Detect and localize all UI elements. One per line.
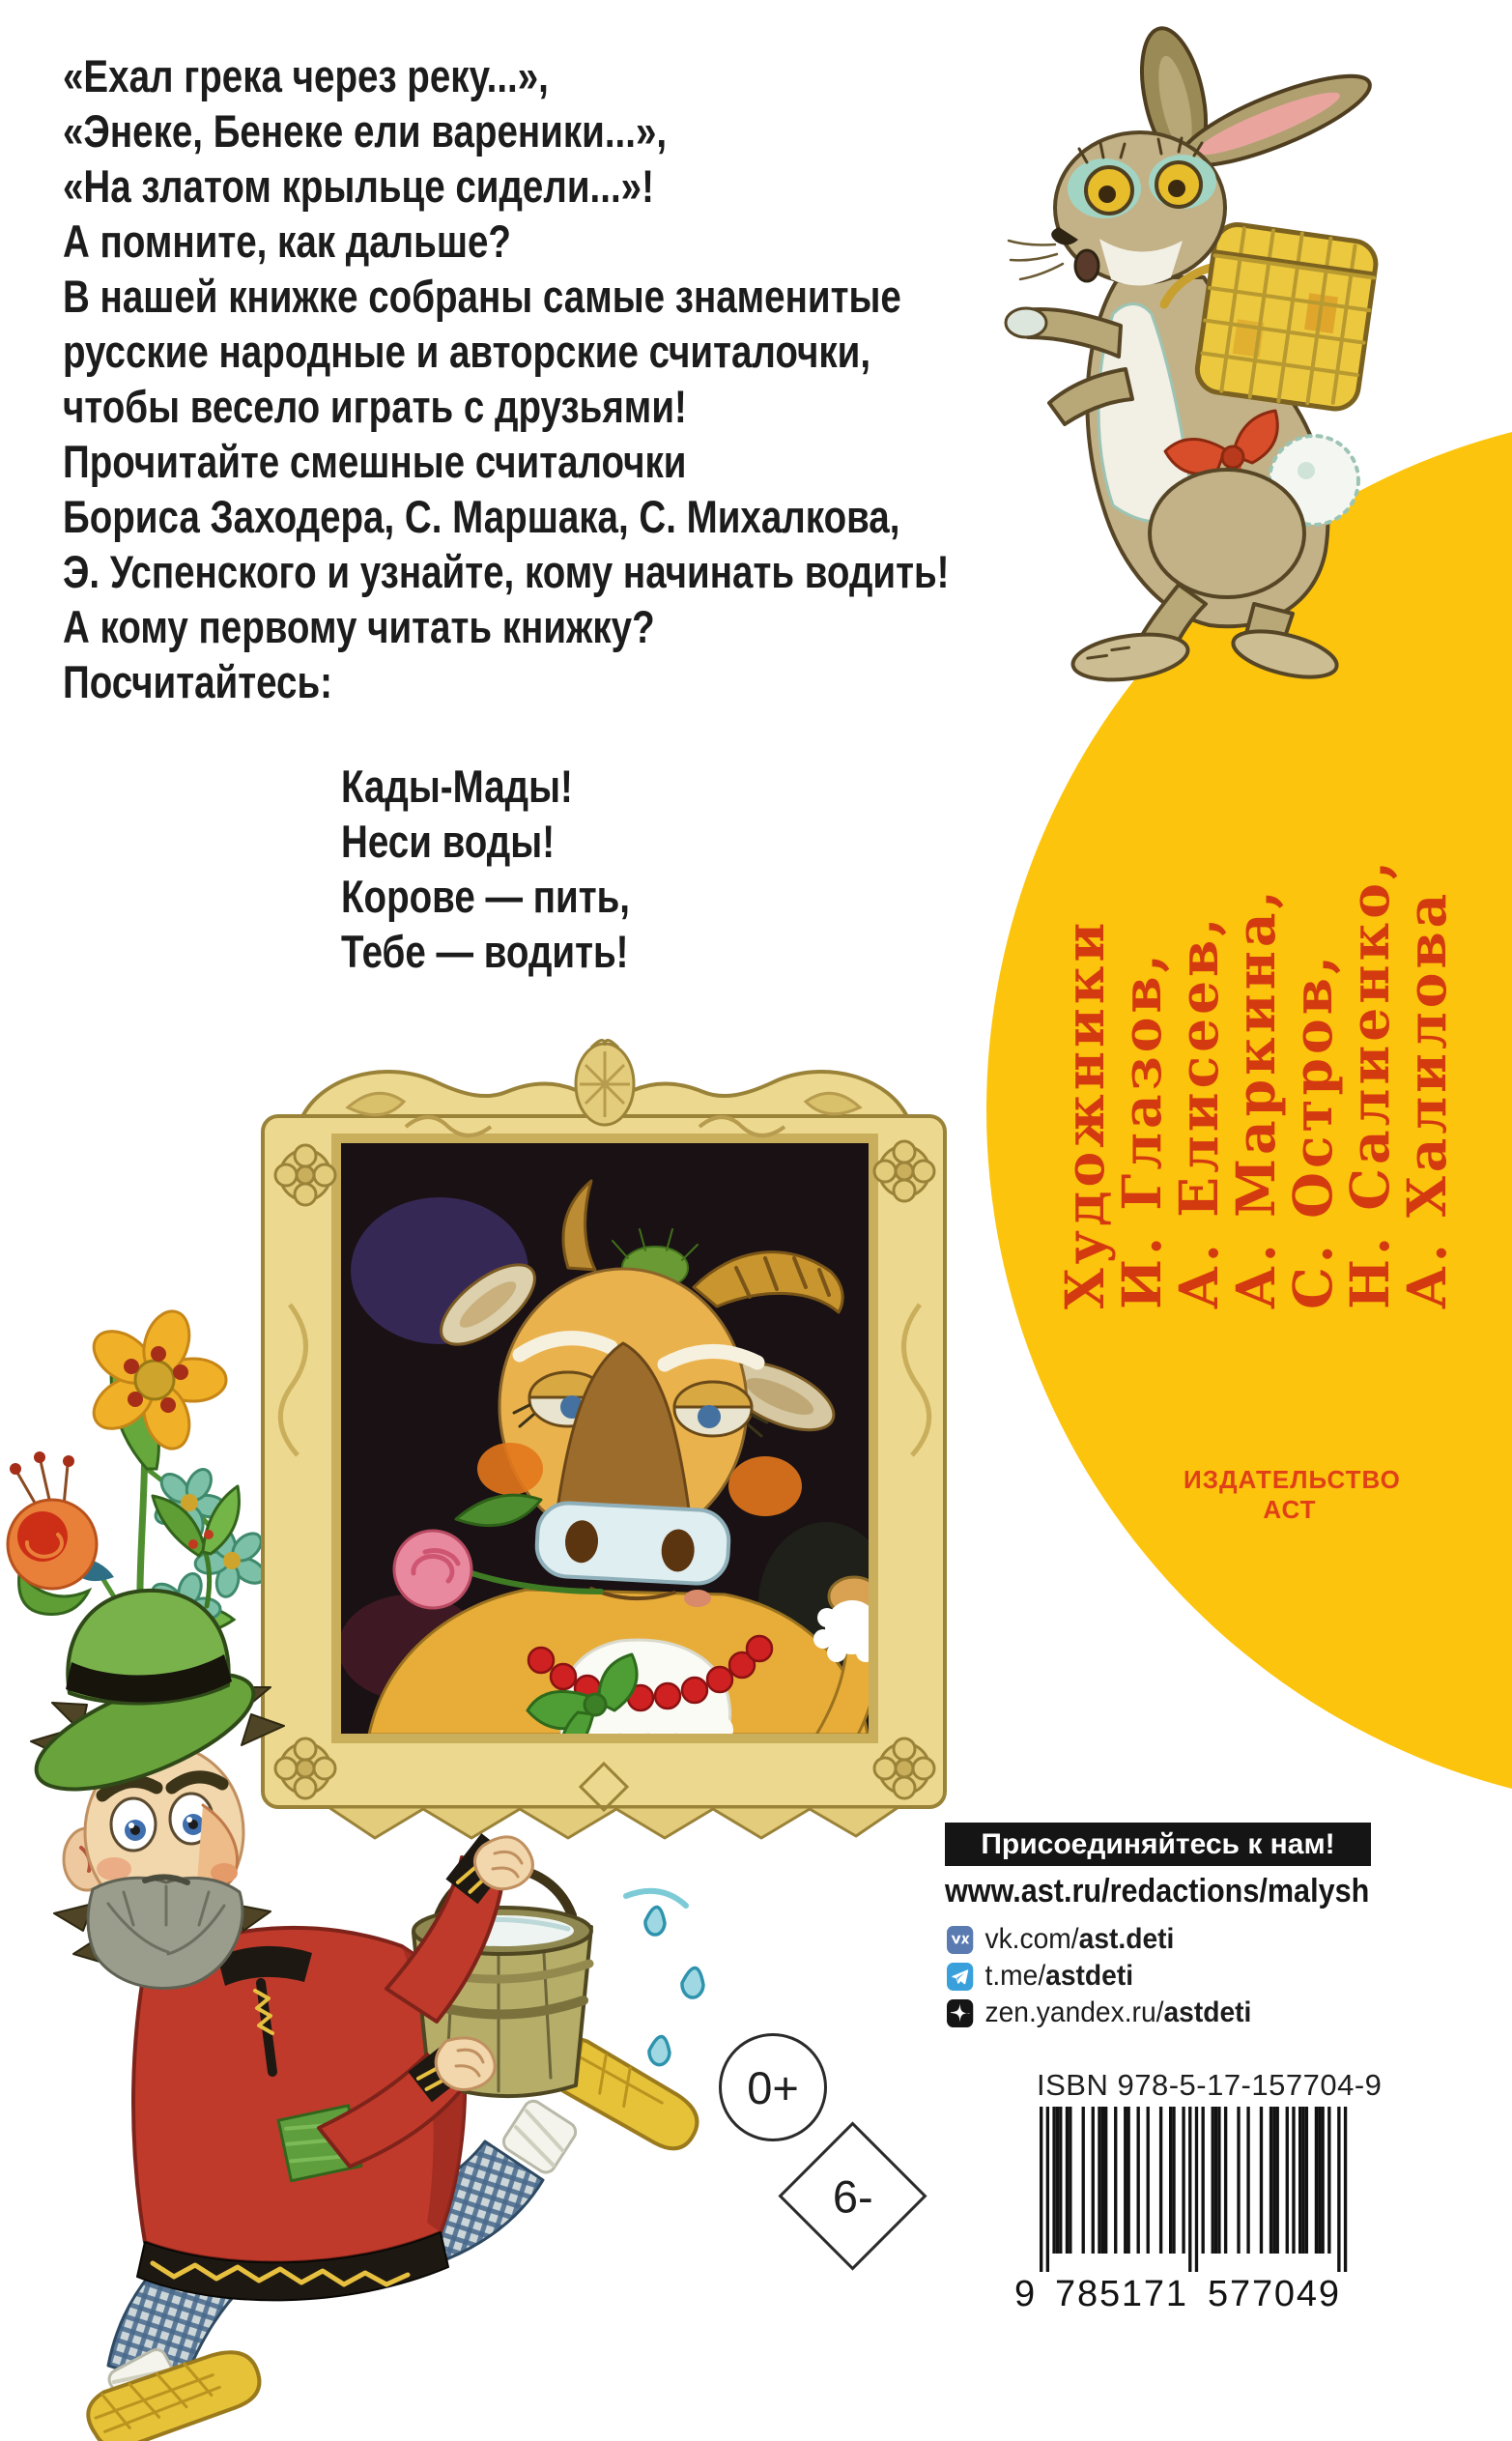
blurb-line: А кому первому читать книжку? [63, 601, 655, 652]
rhyme-line: Кады-Мады! [341, 761, 573, 812]
blurb-line: Э. Успенского и узнайте, кому начинать водить! [63, 546, 950, 597]
counting-rhyme [341, 759, 630, 979]
rhyme-line: Корове — пить, [341, 871, 630, 922]
publisher-logo [1184, 1465, 1401, 1525]
artists-credit-line: С. Остров, [1281, 951, 1344, 1309]
blurb-line: русские народные и авторские считалочки, [63, 326, 871, 377]
barcode [1011, 2107, 1360, 2314]
social-link-prefix: zen.yandex.ru/ [984, 1996, 1164, 2028]
rhyme-line: Тебе — водить! [341, 926, 629, 977]
blurb-line: А помните, как дальше? [63, 215, 511, 267]
rhyme-line: Неси воды! [341, 816, 556, 867]
social-link-prefix: t.me/ [984, 1960, 1046, 1992]
water-drops [626, 1891, 703, 2065]
social-link-telegram [947, 1958, 1251, 1995]
blurb-line: «На златом крыльце сидели...»! [63, 160, 654, 212]
svg-text:785171: 785171 [1055, 2274, 1186, 2314]
publisher-line: ИЗДАТЕЛЬСТВО [1184, 1465, 1401, 1494]
blurb-line: В нашей книжке собраны самые знаменитые [63, 271, 901, 322]
artists-credit-line: А. Маркина, [1224, 886, 1287, 1309]
artists-credit-line: Н. Салиенко, [1338, 856, 1401, 1309]
blurb-text [63, 48, 950, 709]
blurb-line: Бориса Заходера, С. Маршака, С. Михалкова, [63, 491, 900, 542]
social-link-handle: astdeti [1045, 1960, 1134, 1992]
age-badge-diamond-label: 6- [832, 2169, 873, 2222]
isbn-label: ISBN 978-5-17-157704-9 [1037, 2068, 1383, 2102]
social-link-prefix: vk.com/ [984, 1923, 1079, 1955]
social-links [947, 1921, 1271, 2031]
blurb-line: Прочитайте смешные считалочки [63, 436, 687, 487]
artists-credit-line: Художники [1053, 918, 1116, 1309]
orange-bud [8, 1451, 114, 1615]
publisher-line: АСТ [1263, 1495, 1317, 1524]
vk-icon [947, 1926, 973, 1954]
social-link-handle: ast.deti [1078, 1923, 1175, 1955]
social-link-vk [947, 1921, 1251, 1958]
blurb-line: Посчитайтесь: [63, 656, 333, 707]
blurb-line: чтобы весело играть с друзьями! [63, 381, 687, 432]
blurb-line: «Энеке, Бенеке ели вареники...», [63, 105, 668, 157]
rabbit-illustration [995, 24, 1411, 691]
publisher-website: www.ast.ru/redactions/malysh [945, 1873, 1370, 1910]
join-banner: Присоединяйтесь к нам! [945, 1823, 1371, 1866]
social-link-handle: astdeti [1163, 1996, 1252, 2028]
svg-text:9: 9 [1014, 2274, 1036, 2314]
social-link-zen [947, 1995, 1251, 2031]
artists-credit-line: А. Елисеев, [1167, 913, 1230, 1309]
svg-text:577049: 577049 [1208, 2274, 1339, 2314]
zen-icon [947, 1999, 973, 2027]
age-badge-circle [719, 2033, 827, 2141]
artists-credit-line: И. Глазов, [1110, 950, 1173, 1309]
artists-credit [1053, 856, 1458, 1309]
artists-credit-line: А. Халилова [1395, 889, 1458, 1309]
yellow-flower [84, 1306, 226, 1454]
age-badge-circle-label: 0+ [747, 2061, 799, 2113]
telegram-icon [947, 1963, 973, 1991]
rabbit [1006, 24, 1379, 686]
blurb-line: «Ехал грека через реку...», [63, 50, 549, 101]
